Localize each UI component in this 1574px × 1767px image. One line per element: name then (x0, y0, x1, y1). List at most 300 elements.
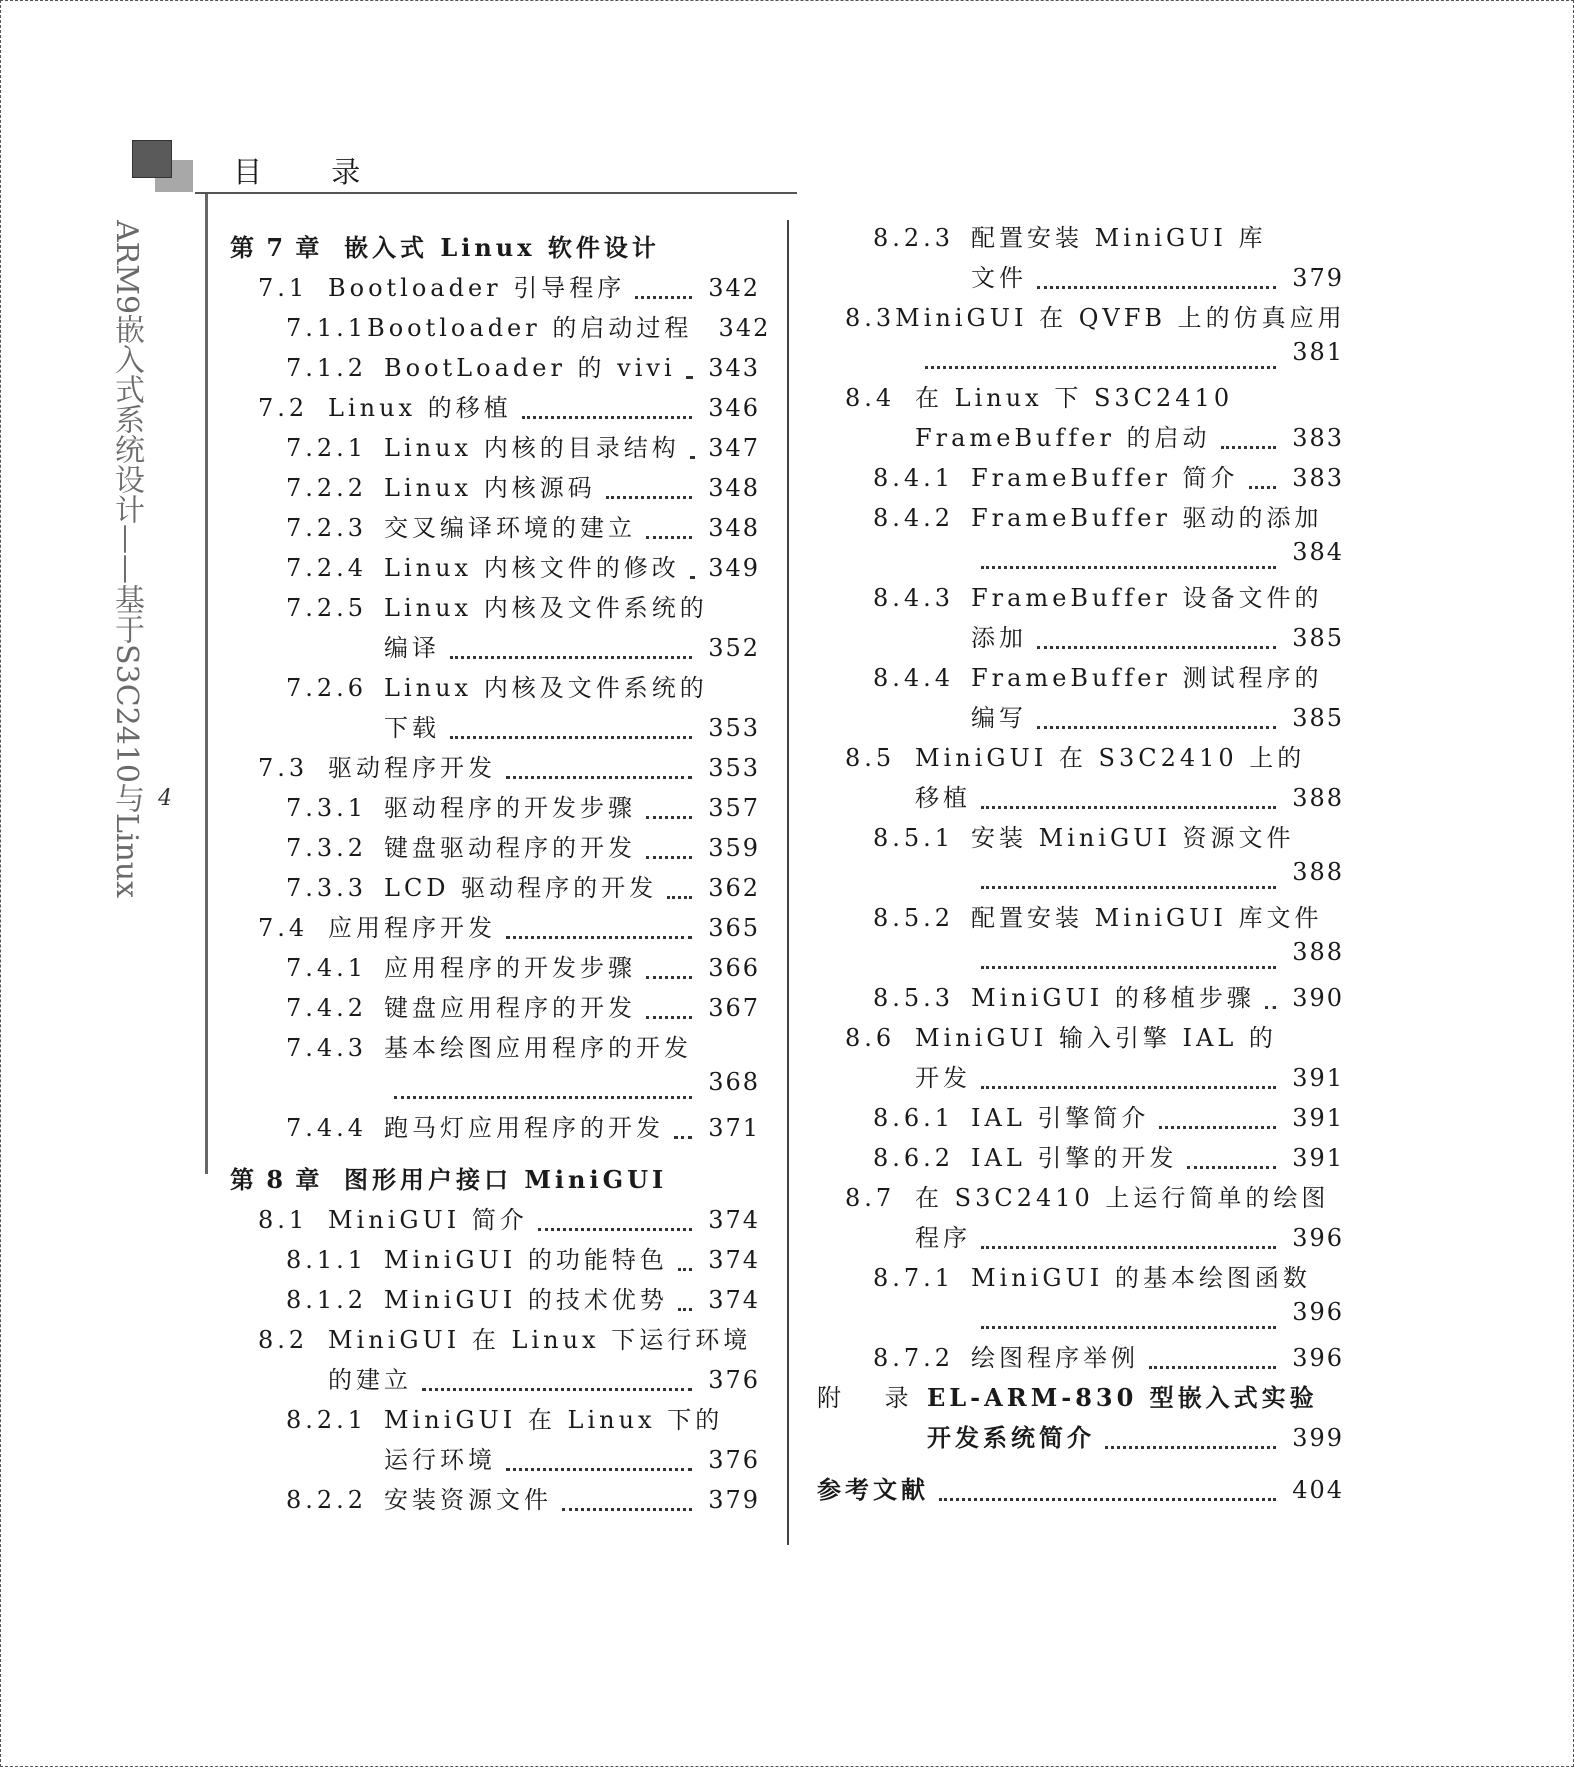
toc-subsection[interactable] (230, 1400, 760, 1480)
toc-entry-line (873, 898, 1344, 938)
toc-entry-line (873, 1098, 1344, 1138)
toc-page-number: 399 (1292, 1424, 1344, 1452)
dot-leader (939, 1492, 1276, 1501)
toc-subsection[interactable] (230, 468, 760, 508)
dot-leader (422, 1382, 692, 1391)
toc-title: Linux 内核及文件系统的 (384, 594, 708, 622)
toc-number: 8.6.1 (873, 1104, 955, 1132)
toc-section[interactable] (817, 298, 1344, 378)
chapter-gap (230, 1148, 760, 1160)
toc-title: 安装资源文件 (384, 1486, 552, 1514)
toc-number: 7.2.3 (286, 514, 368, 542)
toc-subsection[interactable] (817, 578, 1344, 658)
toc-section[interactable] (817, 1178, 1344, 1258)
toc-title-continuation: 编写 (971, 704, 1027, 732)
toc-page-number: 379 (708, 1486, 760, 1514)
toc-page-number: 374 (708, 1246, 760, 1274)
toc-number: 7.3.3 (286, 874, 368, 902)
dot-leader (450, 730, 692, 739)
toc-page-number: 347 (708, 434, 760, 462)
dot-leader (686, 370, 692, 379)
toc-entry-line (258, 1320, 760, 1360)
dot-leader (981, 960, 1276, 969)
toc-title: FrameBuffer 简介 (971, 464, 1239, 492)
dot-leader (646, 1010, 692, 1019)
toc-title: MiniGUI 的技术优势 (384, 1286, 668, 1314)
toc-subsection[interactable] (817, 978, 1344, 1018)
toc-title: 安装 MiniGUI 资源文件 (971, 824, 1295, 852)
dot-leader (981, 1240, 1276, 1249)
toc-page-number: 374 (708, 1286, 760, 1314)
dot-leader (1037, 720, 1276, 729)
toc-subsection[interactable] (817, 458, 1344, 498)
toc-title-continuation: 文件 (971, 264, 1027, 292)
toc-page-number: 348 (708, 514, 760, 542)
toc-subsection[interactable] (230, 988, 760, 1028)
toc-subsection[interactable] (230, 508, 760, 548)
toc-section[interactable] (817, 378, 1344, 458)
dot-leader (506, 770, 692, 779)
toc-title: IAL 引擎的开发 (971, 1144, 1178, 1172)
toc-entry-line (258, 268, 760, 308)
toc-page-number: 383 (1292, 464, 1344, 492)
toc-title: 键盘驱动程序的开发 (384, 834, 636, 862)
dot-leader (1249, 480, 1276, 489)
toc-entry-line (286, 588, 760, 628)
toc-number: 8.2.1 (286, 1406, 368, 1434)
toc-title: 配置安装 MiniGUI 库 (971, 224, 1267, 252)
toc-number: 8.7 (845, 1184, 896, 1212)
toc-number: 8.5.3 (873, 984, 955, 1012)
toc-entry-line (286, 548, 760, 588)
toc-title: 嵌入式 Linux 软件设计 (344, 233, 660, 262)
toc-page-number: 383 (1292, 424, 1344, 452)
toc-page-number: 353 (708, 714, 760, 742)
toc-page-number: 362 (708, 874, 760, 902)
toc-section[interactable] (230, 1320, 760, 1400)
header-decoration-dark (132, 140, 172, 178)
dot-leader (646, 850, 692, 859)
toc-entry-line (845, 298, 1344, 338)
toc-entry-line (286, 308, 771, 348)
toc-title-continuation: 开发系统简介 (927, 1423, 1095, 1452)
column-divider (787, 220, 789, 1545)
toc-title: FrameBuffer 测试程序的 (971, 664, 1323, 692)
toc-number: 7.4.2 (286, 994, 368, 1022)
toc-subsection[interactable] (230, 668, 760, 748)
toc-entry-continuation (873, 538, 1344, 578)
toc-page-number: 371 (708, 1114, 760, 1142)
toc-subsection[interactable] (817, 898, 1344, 978)
toc-entry-continuation (873, 938, 1344, 978)
dot-leader (522, 410, 692, 419)
toc-page-number: 349 (708, 554, 760, 582)
left-margin-rule (205, 194, 208, 1174)
toc-title: 参考文献 (817, 1475, 929, 1504)
toc-page-number: 388 (1292, 784, 1344, 812)
toc-title-continuation: 下载 (384, 714, 440, 742)
dot-leader (981, 560, 1276, 569)
dot-leader (678, 1302, 692, 1311)
toc-entry-line (286, 1480, 760, 1520)
toc-section[interactable] (230, 1200, 760, 1240)
toc-page-number: 381 (1292, 338, 1344, 366)
toc-number: 7.2.6 (286, 674, 368, 702)
toc-number: 7.3.1 (286, 794, 368, 822)
toc-title: FrameBuffer 设备文件的 (971, 584, 1323, 612)
toc-title: MiniGUI 简介 (328, 1206, 528, 1234)
toc-entry-line (873, 218, 1344, 258)
toc-entry-continuation (845, 1218, 1344, 1258)
toc-entry-continuation (873, 698, 1344, 738)
dot-leader (981, 1320, 1276, 1329)
toc-number: 8.6 (845, 1024, 896, 1052)
toc-entry-line (286, 348, 760, 388)
toc-title: Linux 内核文件的修改 (384, 554, 680, 582)
toc-section[interactable] (230, 748, 760, 788)
dot-leader (1187, 1160, 1276, 1169)
toc-entry-line (258, 388, 760, 428)
dot-leader (1159, 1120, 1276, 1129)
toc-title-continuation: 开发 (915, 1064, 971, 1092)
toc-subsection[interactable] (230, 1480, 760, 1520)
dot-leader (606, 490, 692, 499)
toc-number: 7.2 (258, 394, 309, 422)
toc-number: 7.4 (258, 914, 309, 942)
toc-number: 8.5 (845, 744, 896, 772)
toc-entry-line (873, 498, 1344, 538)
dot-leader (981, 880, 1276, 889)
toc-number: 8.4.4 (873, 664, 955, 692)
page-title: 目 录 (233, 155, 391, 189)
toc-title: Bootloader 的启动过程 (367, 314, 693, 342)
toc-page-number: 376 (708, 1446, 760, 1474)
toc-chapter[interactable] (230, 1160, 760, 1200)
toc-subsection[interactable] (230, 1028, 760, 1108)
dot-leader (1105, 1440, 1276, 1449)
toc-title-continuation: 编译 (384, 634, 440, 662)
toc-subsection[interactable] (230, 348, 760, 388)
toc-title-continuation: 添加 (971, 624, 1027, 652)
toc-title: LCD 驱动程序的开发 (384, 874, 658, 902)
toc-title: 交叉编译环境的建立 (384, 514, 636, 542)
toc-section[interactable] (230, 908, 760, 948)
toc-subsection[interactable] (230, 308, 771, 348)
toc-subsection[interactable] (230, 948, 760, 988)
toc-number: 8.4.3 (873, 584, 955, 612)
toc-page-number: 342 (708, 274, 760, 302)
dot-leader (678, 1262, 692, 1271)
toc-entry-line (286, 1240, 760, 1280)
toc-number: 7.1.2 (286, 354, 368, 382)
dot-leader (925, 360, 1276, 369)
toc-entry-line (873, 818, 1344, 858)
dot-leader (646, 810, 692, 819)
toc-page-number: 367 (708, 994, 760, 1022)
toc-title: Linux 内核源码 (384, 474, 596, 502)
toc-title: 应用程序的开发步骤 (384, 954, 636, 982)
dot-leader (538, 1222, 692, 1231)
dot-leader (1265, 1000, 1276, 1009)
toc-subsection[interactable] (817, 1098, 1344, 1138)
toc-entry-line (845, 1018, 1344, 1058)
toc-entry-continuation (873, 618, 1344, 658)
toc-entry-line (873, 458, 1344, 498)
toc-title-continuation: FrameBuffer 的启动 (915, 424, 1211, 452)
toc-subsection[interactable] (230, 1280, 760, 1320)
toc-page-number: 374 (708, 1206, 760, 1234)
toc-page-number: 390 (1292, 984, 1344, 1012)
toc-title: EL-ARM-830 型嵌入式实验 (927, 1383, 1318, 1412)
toc-title: MiniGUI 的基本绘图函数 (971, 1264, 1311, 1292)
toc-entry-line (230, 228, 760, 268)
toc-number: 8.3 (845, 304, 896, 332)
toc-title: 键盘应用程序的开发 (384, 994, 636, 1022)
toc-page-number: 348 (708, 474, 760, 502)
toc-title: Linux 内核及文件系统的 (384, 674, 708, 702)
toc-page-number: 346 (708, 394, 760, 422)
toc-entry-line (286, 428, 760, 468)
dot-leader (394, 1090, 692, 1099)
dot-leader (690, 450, 692, 459)
toc-entry-line (873, 1258, 1344, 1298)
toc-number: 7.1 (258, 274, 309, 302)
toc-number: 8.4.1 (873, 464, 955, 492)
toc-entry-continuation (286, 628, 760, 668)
toc-subsection[interactable] (817, 658, 1344, 738)
toc-page-number: 396 (1292, 1224, 1344, 1252)
toc-title: FrameBuffer 驱动的添加 (971, 504, 1323, 532)
toc-number: 7.1.1 (286, 314, 368, 342)
toc-section[interactable] (230, 268, 760, 308)
toc-number: 7.2.4 (286, 554, 368, 582)
toc-entry-line (817, 1470, 1344, 1510)
toc-subsection[interactable] (230, 868, 760, 908)
page-number: 4 (158, 786, 172, 811)
toc-title: MiniGUI 的移植步骤 (971, 984, 1255, 1012)
toc-title: 配置安装 MiniGUI 库文件 (971, 904, 1323, 932)
toc-number: 7.4.3 (286, 1034, 368, 1062)
dot-leader (450, 650, 692, 659)
toc-page-number: 391 (1292, 1144, 1344, 1172)
toc-page-number: 365 (708, 914, 760, 942)
toc-title: Linux 内核的目录结构 (384, 434, 680, 462)
toc-title: MiniGUI 输入引擎 IAL 的 (915, 1024, 1277, 1052)
toc-subsection[interactable] (817, 498, 1344, 578)
toc-entry-line (873, 978, 1344, 1018)
toc-entry-continuation (286, 1440, 760, 1480)
toc-page-number: 357 (708, 794, 760, 822)
dot-leader (690, 570, 692, 579)
dot-leader (635, 290, 692, 299)
toc-title: MiniGUI 在 QVFB 上的仿真应用 (895, 304, 1346, 332)
toc-section[interactable] (230, 388, 760, 428)
toc-entry-line (286, 788, 760, 828)
toc-entry-line (845, 1178, 1344, 1218)
toc-title: Bootloader 引导程序 (328, 274, 626, 302)
toc-page-number: 391 (1292, 1104, 1344, 1132)
dot-leader (981, 1080, 1276, 1089)
toc-title: MiniGUI 在 Linux 下的 (384, 1406, 724, 1434)
toc-page-number: 343 (708, 354, 760, 382)
toc-entry-line (258, 908, 760, 948)
toc-page-number: 342 (718, 314, 771, 342)
toc-chapter[interactable] (817, 1378, 1344, 1458)
toc-page-number: 388 (1292, 938, 1344, 966)
toc-entry-continuation (845, 338, 1344, 378)
toc-number: 7.4.1 (286, 954, 368, 982)
dot-leader (562, 1502, 692, 1511)
toc-number: 8.2.3 (873, 224, 955, 252)
toc-subsection[interactable] (230, 828, 760, 868)
toc-number: 第 7 章 (230, 233, 322, 262)
toc-number: 8.1.2 (286, 1286, 368, 1314)
toc-title: 驱动程序的开发步骤 (384, 794, 636, 822)
toc-subsection[interactable] (230, 1240, 760, 1280)
dot-leader (1149, 1360, 1276, 1369)
toc-title-continuation: 的建立 (328, 1366, 412, 1394)
toc-number: 7.2.2 (286, 474, 368, 502)
toc-entry-continuation (845, 1058, 1344, 1098)
toc-number: 8.4.2 (873, 504, 955, 532)
toc-left-column (230, 228, 771, 1520)
toc-number: 8.1.1 (286, 1246, 368, 1274)
toc-entry-line (845, 378, 1344, 418)
toc-entry-line (286, 1108, 760, 1148)
toc-page-number: 376 (708, 1366, 760, 1394)
toc-title: 绘图程序举例 (971, 1344, 1139, 1372)
toc-number: 8.2.2 (286, 1486, 368, 1514)
dot-leader (667, 890, 692, 899)
dot-leader (1037, 280, 1276, 289)
dot-leader (1221, 440, 1276, 449)
toc-number: 7.2.5 (286, 594, 368, 622)
toc-page-number: 385 (1292, 704, 1344, 732)
toc-number: 7.2.1 (286, 434, 368, 462)
toc-subsection[interactable] (230, 1108, 760, 1148)
toc-chapter[interactable] (230, 228, 760, 268)
toc-number: 7.4.4 (286, 1114, 368, 1142)
toc-entry-continuation (286, 1068, 760, 1108)
toc-number: 第 8 章 (230, 1165, 322, 1194)
toc-section[interactable] (817, 1018, 1344, 1098)
toc-number: 8.6.2 (873, 1144, 955, 1172)
toc-title: MiniGUI 在 S3C2410 上的 (915, 744, 1306, 772)
toc-entry-continuation (817, 1418, 1344, 1458)
toc-entry-line (873, 1138, 1344, 1178)
toc-page-number: 396 (1292, 1344, 1344, 1372)
toc-entry-line (873, 578, 1344, 618)
toc-subsection[interactable] (817, 1338, 1344, 1378)
toc-subsection[interactable] (817, 1258, 1344, 1338)
toc-entry-continuation (286, 708, 760, 748)
toc-page-number: 353 (708, 754, 760, 782)
toc-number: 8.1 (258, 1206, 309, 1234)
toc-right-column (817, 218, 1344, 1510)
toc-number: 8.5.1 (873, 824, 955, 852)
dot-leader (981, 800, 1276, 809)
toc-page-number: 359 (708, 834, 760, 862)
toc-entry-continuation (873, 258, 1344, 298)
appendix-gap (817, 1458, 1344, 1470)
toc-number: 8.7.2 (873, 1344, 955, 1372)
toc-subsection[interactable] (230, 548, 760, 588)
toc-page-number: 368 (708, 1068, 760, 1096)
toc-chapter[interactable] (817, 1470, 1344, 1510)
toc-title-continuation: 移植 (915, 784, 971, 812)
toc-page-number: 384 (1292, 538, 1344, 566)
toc-entry-line (258, 748, 760, 788)
toc-number: 8.5.2 (873, 904, 955, 932)
toc-number: 7.3.2 (286, 834, 368, 862)
toc-entry-line (873, 1338, 1344, 1378)
toc-entry-continuation (873, 1298, 1344, 1338)
toc-entry-line (286, 948, 760, 988)
toc-title: 应用程序开发 (328, 914, 496, 942)
toc-entry-line (873, 658, 1344, 698)
toc-entry-line (286, 828, 760, 868)
toc-title: MiniGUI 的功能特色 (384, 1246, 668, 1274)
toc-entry-continuation (845, 778, 1344, 818)
toc-subsection[interactable] (817, 818, 1344, 898)
toc-page-number: 385 (1292, 624, 1344, 652)
toc-subsection[interactable] (817, 1138, 1344, 1178)
toc-number: 8.4 (845, 384, 896, 412)
toc-number: 8.2 (258, 1326, 309, 1354)
toc-page-number: 379 (1292, 264, 1344, 292)
toc-subsection[interactable] (230, 588, 760, 668)
toc-entry-continuation (873, 858, 1344, 898)
toc-title: IAL 引擎简介 (971, 1104, 1150, 1132)
toc-title: MiniGUI 在 Linux 下运行环境 (328, 1326, 752, 1354)
dot-leader (506, 1462, 692, 1471)
toc-entry-continuation (258, 1360, 760, 1400)
dot-leader (1037, 640, 1276, 649)
toc-entry-line (286, 1400, 760, 1440)
toc-number: 7.3 (258, 754, 309, 782)
toc-entry-line (817, 1378, 1344, 1418)
toc-section[interactable] (817, 738, 1344, 818)
toc-title: Linux 的移植 (328, 394, 512, 422)
toc-page-number: 352 (708, 634, 760, 662)
dot-leader (506, 930, 692, 939)
toc-page-number: 404 (1292, 1476, 1344, 1504)
toc-entry-line (230, 1160, 760, 1200)
toc-page-number: 396 (1292, 1298, 1344, 1326)
toc-entry-line (286, 468, 760, 508)
toc-title: 图形用户接口 MiniGUI (344, 1165, 668, 1194)
header-rule (195, 192, 797, 194)
toc-title: 在 Linux 下 S3C2410 (915, 384, 1234, 412)
toc-entry-line (286, 868, 760, 908)
toc-page-number: 391 (1292, 1064, 1344, 1092)
toc-entry-continuation (845, 418, 1344, 458)
toc-title: 跑马灯应用程序的开发 (384, 1114, 664, 1142)
toc-title-continuation: 运行环境 (384, 1446, 496, 1474)
dot-leader (674, 1130, 692, 1139)
toc-title: 驱动程序开发 (328, 754, 496, 782)
toc-title-continuation: 程序 (915, 1224, 971, 1252)
toc-number: 8.7.1 (873, 1264, 955, 1292)
toc-entry-line (286, 988, 760, 1028)
toc-subsection[interactable] (230, 428, 760, 468)
toc-subsection[interactable] (230, 788, 760, 828)
toc-entry-line (258, 1200, 760, 1240)
toc-number: 附 录 (817, 1384, 927, 1412)
toc-subsection[interactable] (817, 218, 1344, 298)
dot-leader (646, 970, 692, 979)
toc-entry-line (286, 1280, 760, 1320)
